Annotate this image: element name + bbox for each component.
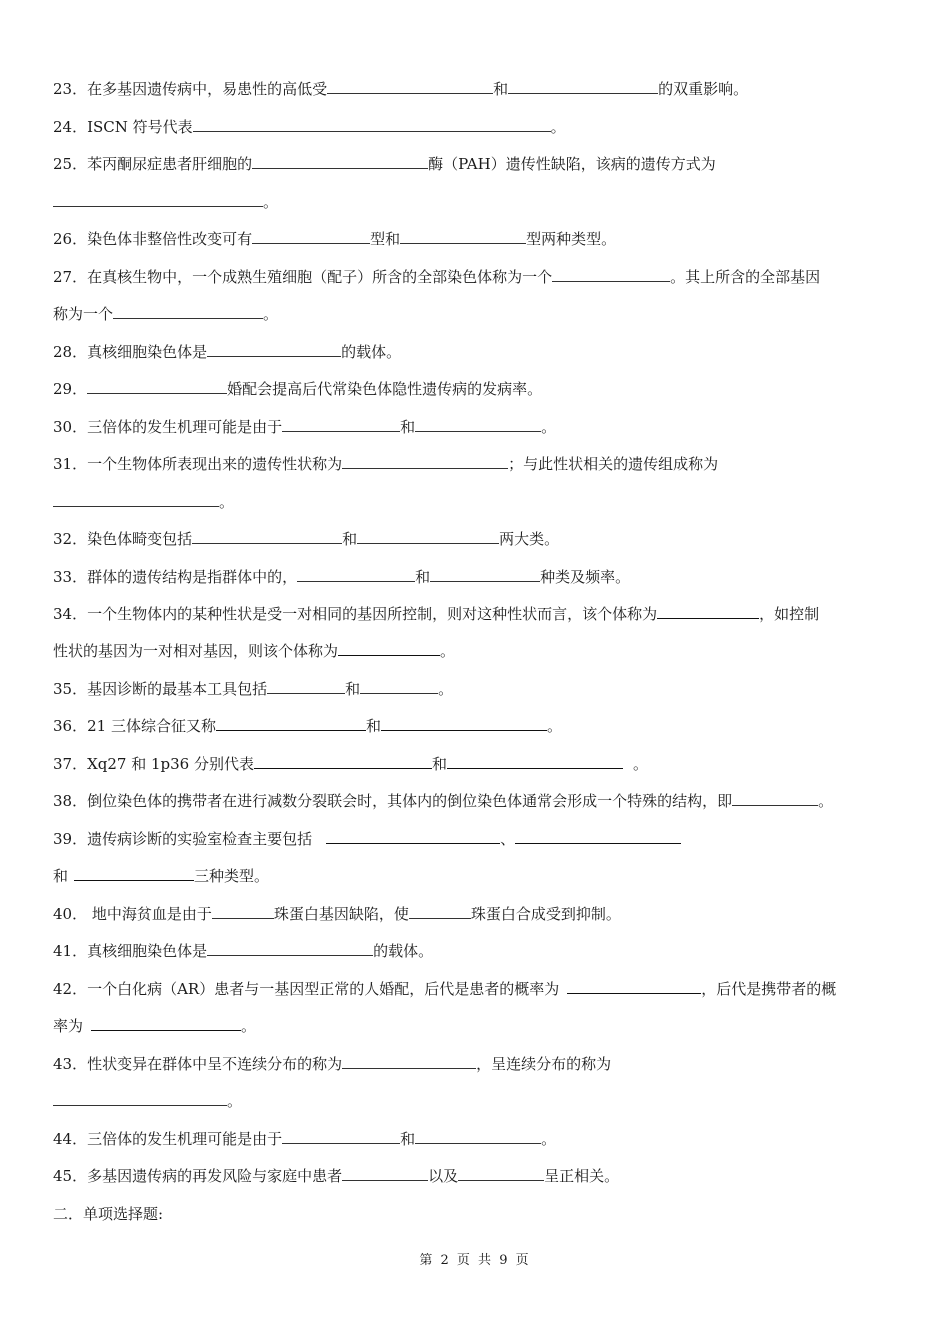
answer-blank[interactable] [207,341,341,357]
answer-blank[interactable] [326,828,500,844]
answer-blank[interactable] [381,715,547,731]
answer-blank[interactable] [282,1128,400,1144]
answer-blank[interactable] [53,1090,227,1106]
answer-blank[interactable] [91,1015,241,1031]
question-32: 32．染色体畸变包括 和 两大类。 [53,530,560,548]
question-39-cont: 和 三种类型。 [53,867,270,885]
question-44: 44．三倍体的发生机理可能是由于 和 。 [53,1130,557,1148]
answer-blank[interactable] [415,416,541,432]
answer-blank[interactable] [342,453,508,469]
question-29: 29． 婚配会提高后代常染色体隐性遗传病的发病率。 [53,380,543,398]
answer-blank[interactable] [430,566,540,582]
question-38: 38．倒位染色体的携带者在进行减数分裂联会时，其体内的倒位染色体通常会形成一个特殊的结构，即 。 [53,792,834,810]
page-footer: 第 2 页 共 9 页 [419,1253,531,1268]
answer-blank[interactable] [447,753,623,769]
question-28: 28．真核细胞染色体是 的载体。 [53,343,402,361]
answer-blank[interactable] [338,640,440,656]
question-42: 42．一个白化病（AR）患者与一基因型正常的人婚配，后代是患者的概率为 ，后代是携带者的概 [53,980,837,998]
answer-blank[interactable] [216,715,366,731]
question-34-cont: 性状的基因为一对相对基因，则该个体称为 。 [53,642,456,660]
question-42-cont: 率为 。 [53,1017,257,1035]
question-23: 23．在多基因遗传病中，易患性的高低受 和 的双重影响。 [53,80,749,98]
answer-blank[interactable] [357,528,499,544]
answer-blank[interactable] [342,1165,428,1181]
answer-blank[interactable] [657,603,759,619]
question-36: 36．21 三体综合征又称 和 。 [53,717,562,735]
question-39: 39．遗传病诊断的实验室检查主要包括 、 [53,828,910,850]
answer-blank[interactable] [254,753,432,769]
question-45: 45．多基因遗传病的再发风险与家庭中患者 以及 呈正相关。 [53,1167,620,1185]
answer-blank[interactable] [113,303,263,319]
question-24: 24．ISCN 符号代表 。 [53,118,566,136]
question-40: 40． 地中海贫血是由于 珠蛋白基因缺陷，使 珠蛋白合成受到抑制。 [53,905,621,923]
answer-blank[interactable] [400,228,526,244]
question-30: 30．三倍体的发生机理可能是由于 和 。 [53,418,557,436]
answer-blank[interactable] [212,903,274,919]
section-title: 二．单项选择题: [53,1205,164,1223]
question-26: 26．染色体非整倍性改变可有 型和 型两种类型。 [53,230,617,248]
answer-blank[interactable] [327,78,493,94]
question-34: 34．一个生物体内的某种性状是受一对相同的基因所控制，则对这种性状而言，该个体称为 ，如控制 [53,605,820,623]
question-27-cont: 称为一个 。 [53,305,279,323]
question-27: 27．在真核生物中，一个成熟生殖细胞（配子）所含的全部染色体称为一个 。其上所含的全部基因 [53,268,821,286]
answer-blank[interactable] [252,228,370,244]
answer-blank[interactable] [282,416,400,432]
answer-blank[interactable] [267,678,345,694]
answer-blank[interactable] [360,678,438,694]
answer-blank[interactable] [74,865,194,881]
answer-blank[interactable] [53,191,263,207]
answer-blank[interactable] [192,528,342,544]
answer-blank[interactable] [415,1128,541,1144]
answer-blank[interactable] [552,266,670,282]
answer-blank[interactable] [53,491,219,507]
answer-blank[interactable] [732,790,818,806]
question-37: 37．Xq27 和 1p36 分别代表 和 。 [53,755,649,773]
question-43-cont: 。 [53,1090,910,1112]
question-25: 25．苯丙酮尿症患者肝细胞的 酶（PAH）遗传性缺陷，该病的遗传方式为 [53,155,716,173]
question-33: 33．群体的遗传结构是指群体中的， 和 种类及频率。 [53,568,631,586]
question-25-cont: 。 [53,191,910,213]
answer-blank[interactable] [252,153,428,169]
answer-blank[interactable] [409,903,471,919]
question-41: 41．真核细胞染色体是 的载体。 [53,942,434,960]
answer-blank[interactable] [458,1165,544,1181]
answer-blank[interactable] [297,566,415,582]
question-35: 35．基因诊断的最基本工具包括 和 。 [53,680,454,698]
answer-blank[interactable] [193,116,551,132]
question-31: 31．一个生物体所表现出来的遗传性状称为 ；与此性状相关的遗传组成称为 [53,455,719,473]
answer-blank[interactable] [515,828,681,844]
answer-blank[interactable] [207,940,373,956]
answer-blank[interactable] [567,978,701,994]
answer-blank[interactable] [87,378,227,394]
answer-blank[interactable] [342,1053,476,1069]
question-43: 43．性状变异在群体中呈不连续分布的称为 ，呈连续分布的称为 [53,1055,612,1073]
question-31-cont: 。 [53,491,910,513]
answer-blank[interactable] [508,78,658,94]
